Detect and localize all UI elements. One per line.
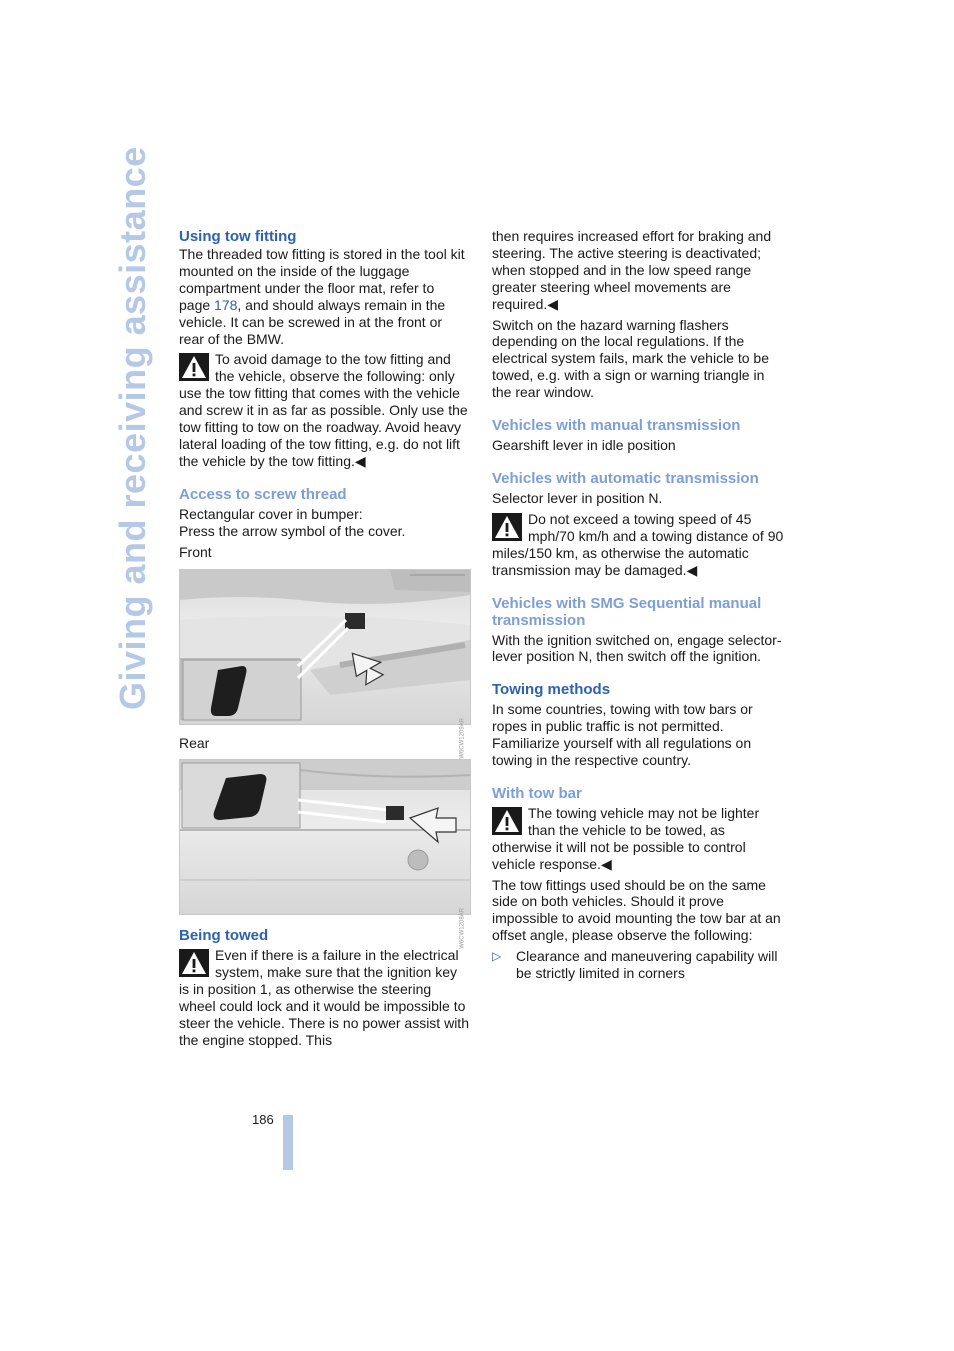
heading-being-towed: Being towed <box>179 927 269 945</box>
heading-smg-transmission: Vehicles with SMG Sequential manual transmission <box>492 594 762 629</box>
figure-code-rear: W6CW1208AR <box>460 908 466 950</box>
heading-manual-transmission: Vehicles with manual transmission <box>492 417 741 435</box>
paragraph-towing-methods: In some countries, towing with tow bars or ropes in public traffic is not permitted. Familiarize yourself with all regulations on towing in the respective country. <box>492 701 753 769</box>
left-column <box>179 228 469 1049</box>
warning-triangle-icon <box>179 353 209 381</box>
list-item: ▷ Clearance and maneuvering capability will be strictly limited in corners <box>492 948 778 982</box>
paragraph-automatic: Selector lever in position N. <box>492 489 663 506</box>
heading-automatic-transmission: Vehicles with automatic transmission <box>492 469 759 487</box>
warning-triangle-icon <box>179 949 209 977</box>
warning-tow-fitting: To avoid damage to the tow fitting and the vehicle, observe the following: only use the tow fitting that comes with the vehicle and screw it in as far as possible. Only use the tow fitting to tow on the roadway. Avoid heavy lateral loading of the tow fitting, e.g. do not lift the vehicle by the tow fitting.◀ <box>179 351 468 469</box>
page-marker-bar <box>283 1115 293 1170</box>
side-chapter-title: Giving and receiving assistance <box>112 146 153 710</box>
paragraph-manual: Gearshift lever in idle position <box>492 437 676 454</box>
paragraph-tow-fitting: The threaded tow fitting is stored in the tool kit mounted on the inside of the luggage compartment under the floor mat, refer to page 178, and should always remain in the vehicle. It can be screwed in at the front or rear of the BMW. <box>179 246 465 347</box>
warning-tow-bar: The towing vehicle may not be lighter than the vehicle to be towed, as otherwise it will not be possible to control vehicle response.◀ <box>492 804 760 872</box>
paragraph-access-2: Press the arrow symbol of the cover. <box>179 522 406 539</box>
page-link-178[interactable]: 178 <box>214 296 238 313</box>
warning-automatic: Do not exceed a towing speed of 45 mph/70 km/h and a towing distance of 90 miles/150 km, as otherwise the automatic transmission may be damaged.◀ <box>492 510 784 578</box>
warning-triangle-icon <box>492 807 522 835</box>
paragraph-continuation: then requires increased effort for braking and steering. The active steering is deactivated; when stopped and in the low speed range greater steering wheel movements are required.◀ <box>492 228 772 312</box>
paragraph-tow-bar: The tow fittings used should be on the same side on both vehicles. Should it prove impossible to avoid mounting the tow bar at an offset angle, please observe the following: <box>492 876 781 944</box>
heading-access-screw-thread: Access to screw thread <box>179 485 347 503</box>
paragraph-access-1: Rectangular cover in bumper: <box>179 505 363 522</box>
right-column <box>492 228 784 982</box>
heading-towing-methods: Towing methods <box>492 681 611 699</box>
warning-triangle-icon <box>492 513 522 541</box>
page-number: 186 <box>252 1112 274 1127</box>
label-front: Front <box>179 543 212 560</box>
paragraph-hazard: Switch on the hazard warning flashers depending on the local regulations. If the electrical system fails, mark the vehicle to be towed, e.g. with a sign or warning triangle in the rear window. <box>492 316 769 401</box>
heading-using-tow-fitting: Using tow fitting <box>179 228 297 245</box>
warning-being-towed: Even if there is a failure in the electrical system, make sure that the ignition key is in position 1, as otherwise the steering wheel could lock and it would be impossible to steer the vehicle. There is no power assist with the engine stopped. This <box>179 947 469 1048</box>
paragraph-smg: With the ignition switched on, engage selector-lever position N, then switch off the ignition. <box>492 631 782 665</box>
figure-code-front: W6CW1209AR <box>460 717 466 759</box>
heading-with-tow-bar: With tow bar <box>492 784 582 802</box>
triangle-bullet-icon: ▷ <box>492 949 502 964</box>
label-rear: Rear <box>179 734 210 751</box>
